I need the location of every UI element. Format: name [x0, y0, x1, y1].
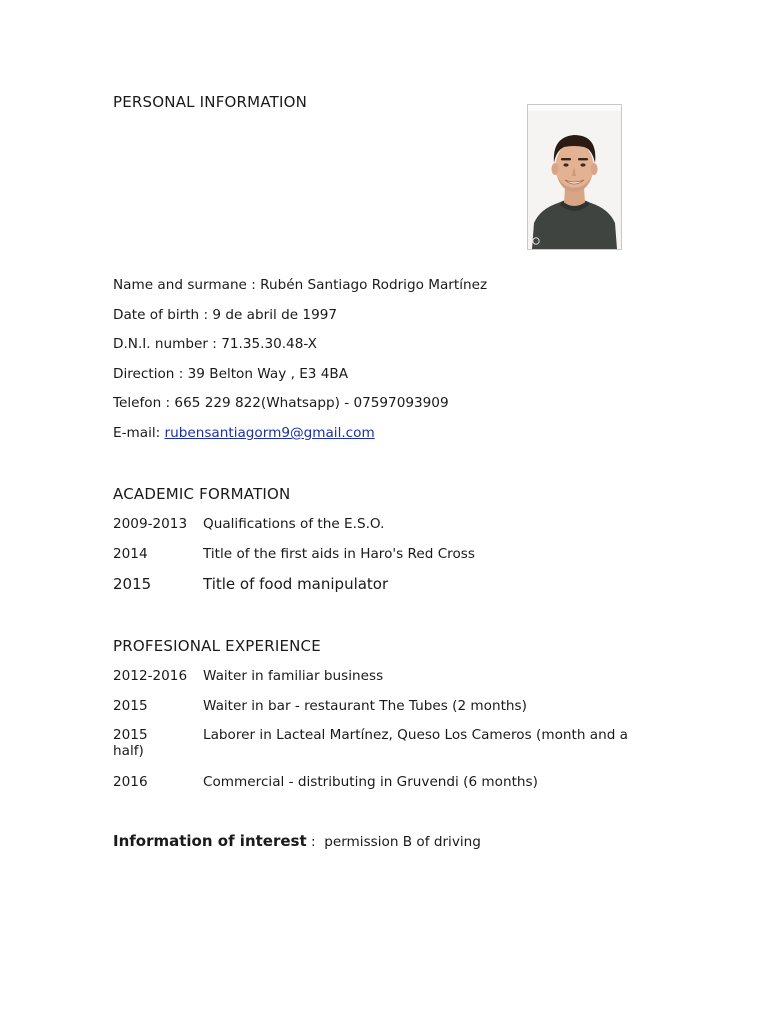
information-of-interest [113, 832, 481, 850]
academic-description: Title of the first aids in Haro's Red Cross [203, 546, 475, 562]
experience-year: 2012-2016 [113, 668, 188, 684]
professional-experience-heading: PROFESIONAL EXPERIENCE [113, 637, 321, 655]
academic-year: 2009-2013 [113, 516, 188, 532]
interest-text: permission B of driving [324, 834, 481, 850]
interest-separator: : [306, 834, 325, 850]
academic-year: 2014 [113, 546, 148, 562]
dni-line: D.N.I. number : 71.35.30.48-X [113, 336, 317, 352]
experience-description: Commercial - distributing in Gruvendi (6 months) [203, 774, 538, 790]
profile-photo [527, 104, 622, 250]
experience-row [113, 727, 653, 763]
experience-year: 2016 [113, 774, 148, 790]
experience-description: Laborer in Lacteal Martínez, Queso Los Cameros (month and a half) [113, 727, 628, 759]
academic-description: Title of food manipulator [203, 575, 389, 593]
experience-year: 2015 [113, 698, 148, 714]
email-label: E-mail: [113, 425, 165, 441]
telefon-line: Telefon : 665 229 822(Whatsapp) - 07597093909 [113, 395, 449, 411]
experience-year: 2015 [113, 727, 148, 743]
experience-description: Waiter in familiar business [203, 668, 384, 684]
email-line [113, 425, 375, 441]
academic-description: Qualifications of the E.S.O. [203, 516, 385, 532]
academic-year: 2015 [113, 575, 152, 593]
email-link[interactable]: rubensantiagorm9@gmail.com [164, 425, 375, 441]
interest-label: Information of interest [113, 832, 307, 850]
academic-formation-heading: ACADEMIC FORMATION [113, 485, 291, 503]
portrait-image [528, 111, 621, 249]
name-line: Name and surmane : Rubén Santiago Rodrigo Martínez [113, 277, 488, 293]
direction-line: Direction : 39 Belton Way , E3 4BA [113, 366, 349, 382]
birth-date-line: Date of birth : 9 de abril de 1997 [113, 307, 338, 323]
experience-description: Waiter in bar - restaurant The Tubes (2 months) [203, 698, 527, 714]
personal-information-heading: PERSONAL INFORMATION [113, 93, 308, 111]
